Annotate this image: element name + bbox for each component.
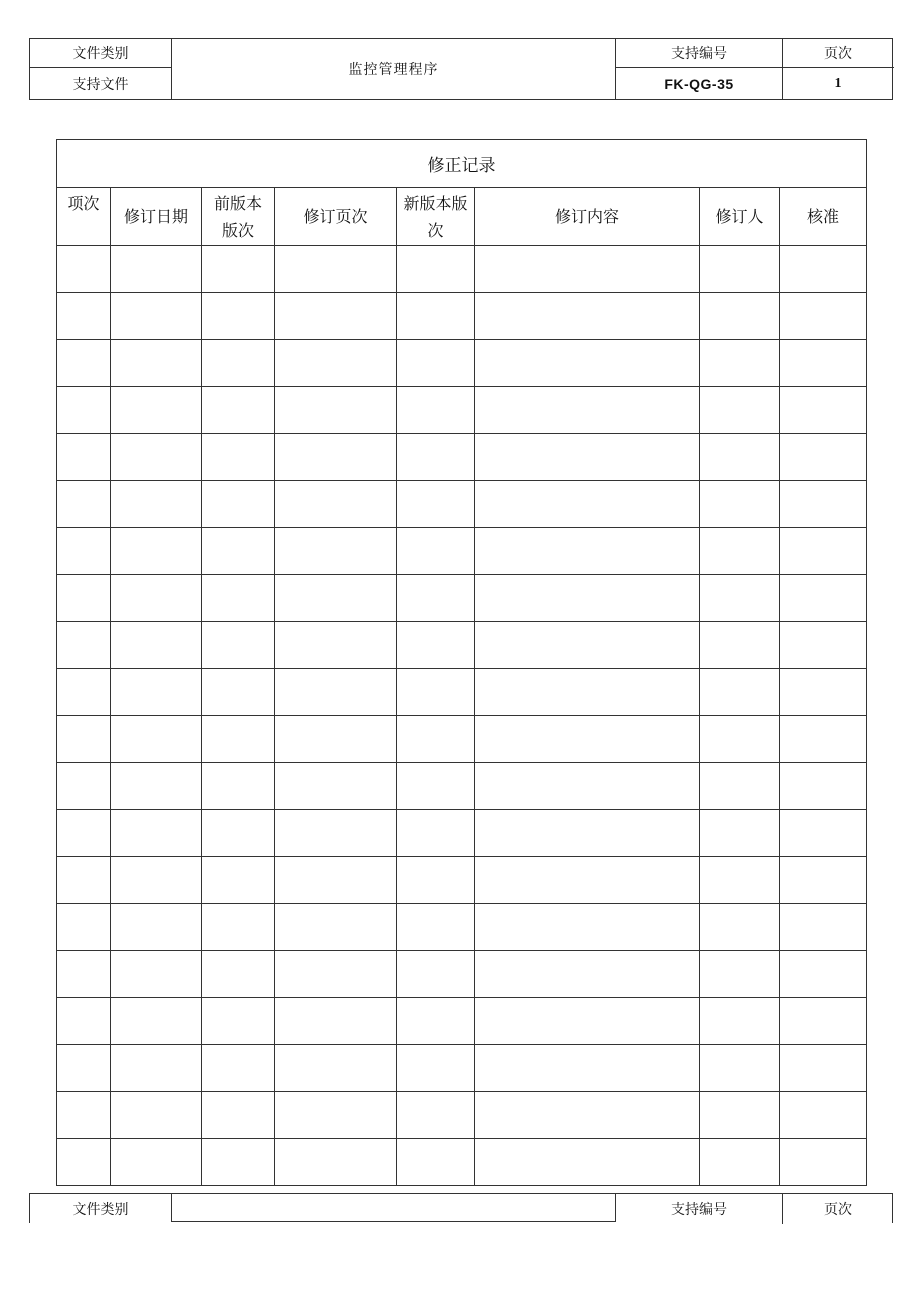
table-cell — [111, 1092, 202, 1139]
table-cell — [700, 293, 780, 340]
table-cell — [57, 575, 111, 622]
table-cell — [397, 1139, 475, 1186]
table-row — [57, 434, 867, 481]
table-cell — [397, 575, 475, 622]
footer-title-box — [171, 1194, 616, 1222]
table-cell — [275, 669, 397, 716]
table-cell — [202, 951, 275, 998]
column-header-label: 项次 — [67, 194, 100, 213]
table-cell — [111, 669, 202, 716]
table-cell — [475, 481, 700, 528]
table-cell — [275, 434, 397, 481]
table-row — [57, 293, 867, 340]
table-row — [57, 857, 867, 904]
table-cell — [397, 293, 475, 340]
table-cell — [780, 575, 867, 622]
table-cell — [275, 293, 397, 340]
code-label: 支持编号 — [671, 46, 727, 62]
table-cell — [275, 810, 397, 857]
table-cell — [397, 669, 475, 716]
table-cell — [111, 716, 202, 763]
column-header-revision-date — [111, 188, 202, 246]
table-cell — [111, 575, 202, 622]
table-cell — [275, 1139, 397, 1186]
table-cell — [202, 434, 275, 481]
column-header-label: 修订人 — [715, 207, 764, 226]
table-cell — [111, 434, 202, 481]
table-cell — [275, 340, 397, 387]
table-cell — [57, 998, 111, 1045]
table-cell — [780, 481, 867, 528]
table-cell — [111, 1045, 202, 1092]
table-cell — [57, 763, 111, 810]
table-cell — [275, 1092, 397, 1139]
document-header — [29, 38, 893, 100]
doc-type-value: 支持文件 — [72, 76, 129, 93]
table-cell — [111, 810, 202, 857]
revision-table-title: 修正记录 — [57, 140, 867, 188]
table-cell — [57, 1139, 111, 1186]
table-cell — [202, 340, 275, 387]
page-label: 页次 — [824, 46, 852, 62]
table-cell — [700, 575, 780, 622]
column-header-approval — [780, 188, 867, 246]
table-cell — [57, 857, 111, 904]
table-row — [57, 528, 867, 575]
table-cell — [475, 246, 700, 293]
table-cell — [111, 763, 202, 810]
table-cell — [780, 904, 867, 951]
table-cell — [475, 669, 700, 716]
table-cell — [275, 246, 397, 293]
table-cell — [780, 1139, 867, 1186]
table-cell — [475, 293, 700, 340]
table-cell — [397, 481, 475, 528]
table-cell — [111, 387, 202, 434]
table-row — [57, 246, 867, 293]
column-header-label: 修订日期 — [123, 207, 188, 226]
table-cell — [202, 669, 275, 716]
revision-table — [56, 139, 867, 1186]
table-cell — [397, 1045, 475, 1092]
table-row — [57, 387, 867, 434]
table-cell — [57, 528, 111, 575]
table-cell — [475, 810, 700, 857]
table-cell — [700, 1092, 780, 1139]
table-cell — [57, 246, 111, 293]
table-cell — [111, 1139, 202, 1186]
table-cell — [111, 998, 202, 1045]
table-cell — [700, 434, 780, 481]
table-cell — [475, 622, 700, 669]
table-cell — [57, 622, 111, 669]
revision-table-body — [57, 246, 867, 1186]
table-cell — [397, 528, 475, 575]
table-cell — [397, 904, 475, 951]
table-cell — [275, 481, 397, 528]
table-cell — [57, 669, 111, 716]
table-row — [57, 763, 867, 810]
table-cell — [475, 904, 700, 951]
column-header-label: 核准 — [806, 207, 839, 226]
table-cell — [700, 481, 780, 528]
footer-code-label: 支持编号 — [671, 1202, 727, 1218]
table-cell — [475, 951, 700, 998]
table-cell — [780, 434, 867, 481]
table-cell — [202, 1139, 275, 1186]
table-row — [57, 622, 867, 669]
table-cell — [780, 1045, 867, 1092]
table-cell — [57, 810, 111, 857]
table-cell — [111, 246, 202, 293]
table-cell — [202, 622, 275, 669]
code-value: FK-QG-35 — [664, 75, 734, 92]
table-cell — [397, 716, 475, 763]
column-header-new-version: 新版本版 次 — [397, 188, 475, 246]
footer-doc-type-label: 文件类别 — [72, 1202, 129, 1218]
table-cell — [780, 716, 867, 763]
table-cell — [275, 998, 397, 1045]
table-cell — [780, 669, 867, 716]
table-cell — [475, 575, 700, 622]
table-cell — [57, 481, 111, 528]
table-cell — [700, 763, 780, 810]
table-row — [57, 575, 867, 622]
next-page-header — [29, 1193, 893, 1223]
table-cell — [202, 575, 275, 622]
table-cell — [202, 810, 275, 857]
table-cell — [57, 434, 111, 481]
table-cell — [475, 1092, 700, 1139]
table-cell — [57, 340, 111, 387]
table-cell — [111, 904, 202, 951]
table-cell — [700, 669, 780, 716]
table-cell — [700, 904, 780, 951]
table-row — [57, 951, 867, 998]
table-cell — [700, 951, 780, 998]
column-header-revised-pages — [275, 188, 397, 246]
table-cell — [700, 340, 780, 387]
table-cell — [397, 951, 475, 998]
table-cell — [780, 951, 867, 998]
table-row — [57, 1092, 867, 1139]
table-cell — [700, 716, 780, 763]
table-cell — [57, 293, 111, 340]
table-cell — [397, 998, 475, 1045]
footer-page-label: 页次 — [824, 1202, 852, 1218]
table-cell — [397, 387, 475, 434]
table-cell — [57, 951, 111, 998]
table-cell — [111, 293, 202, 340]
column-header-label: 修订页次 — [303, 207, 368, 226]
table-cell — [275, 1045, 397, 1092]
table-row — [57, 904, 867, 951]
table-cell — [700, 857, 780, 904]
table-cell — [475, 763, 700, 810]
table-cell — [475, 998, 700, 1045]
table-cell — [780, 528, 867, 575]
table-cell — [275, 387, 397, 434]
table-cell — [57, 387, 111, 434]
table-cell — [202, 904, 275, 951]
table-cell — [275, 857, 397, 904]
table-cell — [202, 387, 275, 434]
table-cell — [397, 340, 475, 387]
table-cell — [57, 1045, 111, 1092]
table-cell — [111, 481, 202, 528]
column-header-label: 修订内容 — [554, 207, 619, 226]
table-cell — [475, 340, 700, 387]
table-cell — [475, 387, 700, 434]
table-cell — [780, 387, 867, 434]
table-cell — [700, 1139, 780, 1186]
table-cell — [275, 575, 397, 622]
table-cell — [475, 1045, 700, 1092]
table-cell — [202, 1092, 275, 1139]
table-row — [57, 1045, 867, 1092]
table-cell — [397, 622, 475, 669]
table-cell — [397, 434, 475, 481]
table-cell — [111, 528, 202, 575]
table-cell — [700, 1045, 780, 1092]
table-cell — [202, 528, 275, 575]
table-cell — [780, 293, 867, 340]
table-cell — [397, 810, 475, 857]
table-cell — [780, 1092, 867, 1139]
table-cell — [202, 716, 275, 763]
table-cell — [780, 622, 867, 669]
table-cell — [111, 340, 202, 387]
table-cell — [275, 951, 397, 998]
table-cell — [475, 528, 700, 575]
table-cell — [700, 246, 780, 293]
table-cell — [475, 434, 700, 481]
table-cell — [780, 246, 867, 293]
table-cell — [57, 1092, 111, 1139]
table-row — [57, 998, 867, 1045]
table-cell — [780, 810, 867, 857]
table-cell — [202, 1045, 275, 1092]
column-header-previous-version: 前版本 版次 — [202, 188, 275, 246]
table-row — [57, 340, 867, 387]
table-row — [57, 810, 867, 857]
table-cell — [111, 622, 202, 669]
table-cell — [780, 857, 867, 904]
column-header-item-no — [57, 188, 111, 246]
table-cell — [202, 293, 275, 340]
table-cell — [700, 998, 780, 1045]
column-header-reviser — [700, 188, 780, 246]
table-cell — [475, 857, 700, 904]
table-cell — [397, 857, 475, 904]
table-cell — [111, 951, 202, 998]
table-cell — [700, 622, 780, 669]
table-cell — [275, 528, 397, 575]
table-cell — [397, 246, 475, 293]
table-cell — [202, 998, 275, 1045]
column-header-revision-content — [475, 188, 700, 246]
table-cell — [57, 904, 111, 951]
table-cell — [700, 387, 780, 434]
table-cell — [397, 1092, 475, 1139]
table-row — [57, 1139, 867, 1186]
doc-type-label: 文件类别 — [72, 46, 129, 62]
table-row — [57, 669, 867, 716]
table-cell — [275, 716, 397, 763]
page-value: 1 — [834, 75, 842, 91]
table-cell — [275, 622, 397, 669]
table-cell — [275, 763, 397, 810]
table-cell — [700, 528, 780, 575]
table-cell — [780, 340, 867, 387]
table-cell — [202, 857, 275, 904]
table-cell — [475, 716, 700, 763]
table-row — [57, 481, 867, 528]
table-cell — [275, 904, 397, 951]
table-cell — [202, 481, 275, 528]
table-cell — [111, 857, 202, 904]
table-cell — [57, 716, 111, 763]
table-cell — [700, 810, 780, 857]
table-cell — [475, 1139, 700, 1186]
table-row — [57, 716, 867, 763]
table-cell — [202, 763, 275, 810]
table-cell — [780, 763, 867, 810]
table-cell — [202, 246, 275, 293]
document-title: 监控管理程序 — [348, 62, 439, 78]
table-cell — [780, 998, 867, 1045]
table-cell — [397, 763, 475, 810]
